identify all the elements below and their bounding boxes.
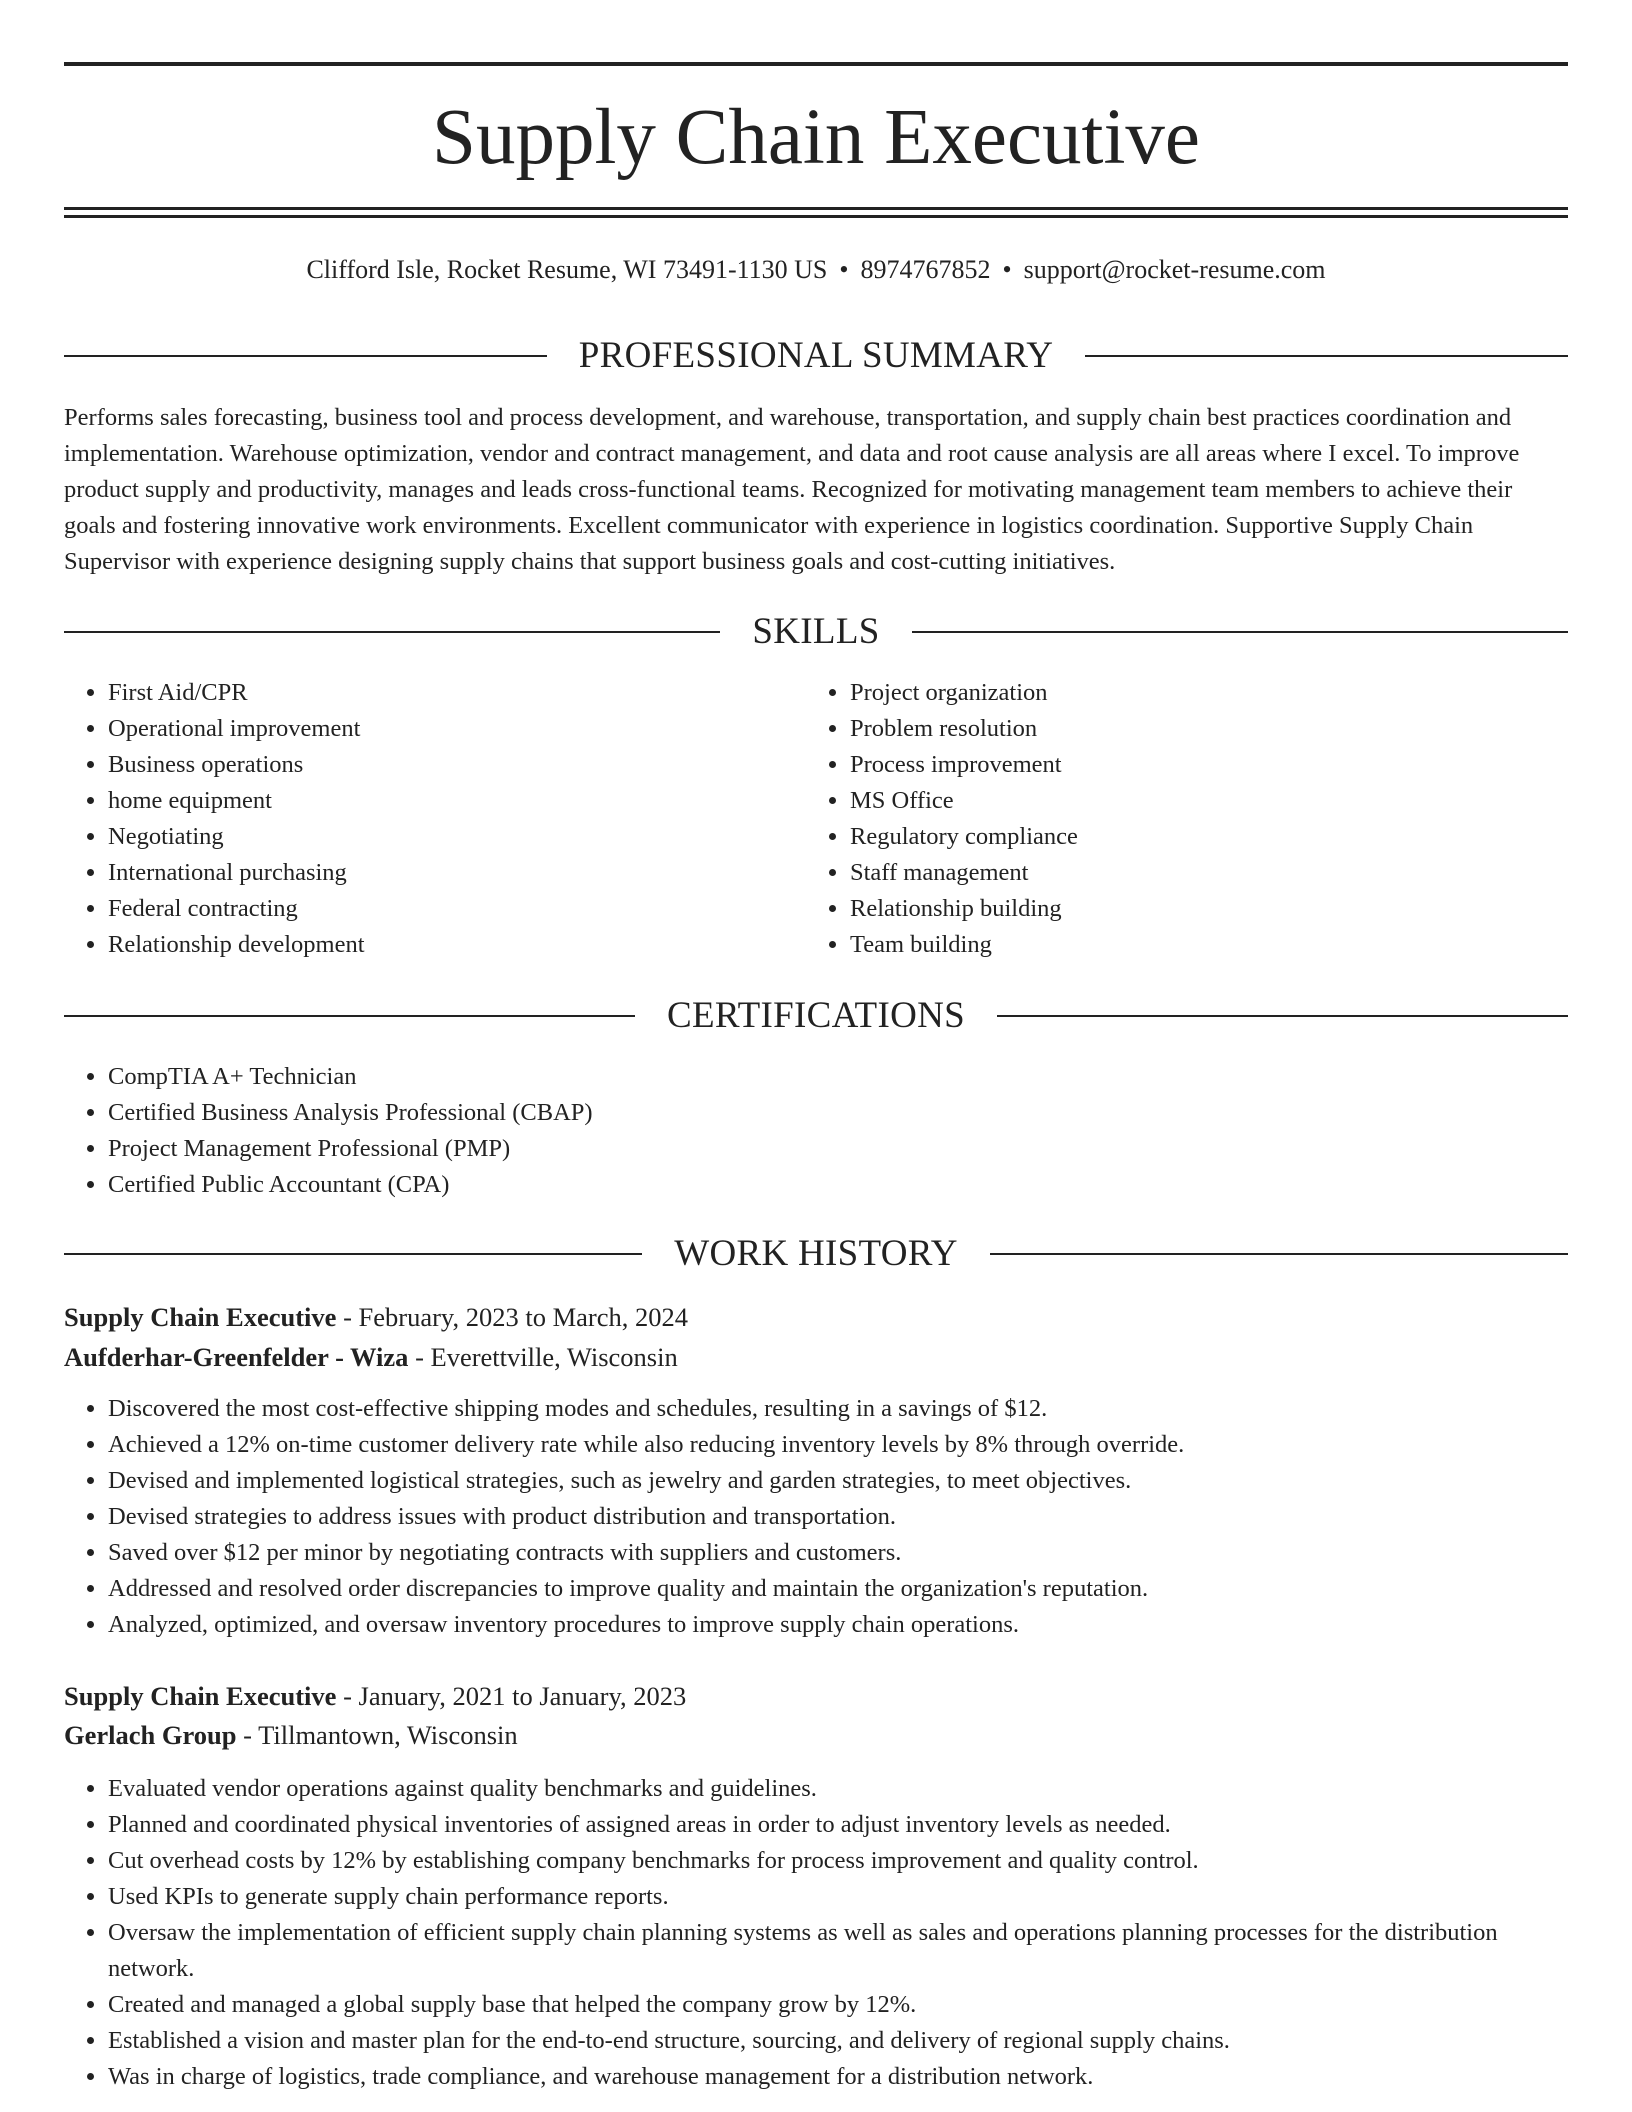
job-bullet: • Was in charge of logistics, trade compliance, and warehouse management for a distribution network.	[108, 2059, 1568, 2095]
heading-rule-left	[64, 355, 547, 357]
contact-line	[64, 252, 1568, 288]
candidate-title: Supply Chain Executive	[432, 94, 1200, 181]
skills-heading	[64, 612, 1568, 652]
top-rule	[64, 62, 1568, 66]
certifications-title: CERTIFICATIONS	[667, 995, 965, 1036]
job-company-line	[64, 1716, 518, 1754]
summary-title: PROFESSIONAL SUMMARY	[578, 335, 1054, 376]
title-rule-lower	[64, 215, 1568, 218]
certifications-list	[64, 1059, 1568, 1203]
title-rule-upper	[64, 207, 1568, 210]
heading-rule-left	[64, 1015, 635, 1017]
job-bullet: • Cut overhead costs by 12% by establishing company benchmarks for process improvement and quality control.	[108, 1843, 1568, 1879]
job-role: Supply Chain Executive	[64, 1302, 337, 1332]
skills-title: SKILLS	[752, 611, 880, 652]
job-bullet: • Achieved a 12% on-time customer delivery rate while also reducing inventory levels by 8% through override.	[108, 1427, 1568, 1463]
job-company: Aufderhar-Greenfelder - Wiza	[64, 1342, 409, 1372]
work-history-heading	[64, 1234, 1568, 1274]
job-bullet: • Addressed and resolved order discrepancies to improve quality and maintain the organization's reputation.	[108, 1571, 1568, 1607]
skill-item: • Process improvement	[850, 747, 1550, 783]
job-bullet: • Devised strategies to address issues with product distribution and transportation.	[108, 1499, 1568, 1535]
skill-item: • Regulatory compliance	[850, 819, 1550, 855]
certification-item: • Certified Public Accountant (CPA)	[108, 1167, 1568, 1203]
job-bullet: • Analyzed, optimized, and oversaw inventory procedures to improve supply chain operations.	[108, 1607, 1568, 1643]
job-bullet: • Established a vision and master plan for the end-to-end structure, sourcing, and delivery of regional supply chains.	[108, 2023, 1568, 2059]
job-bullet: • Evaluated vendor operations against quality benchmarks and guidelines.	[108, 1771, 1568, 1807]
skill-item: • Relationship development	[108, 927, 808, 963]
certification-item: • Certified Business Analysis Professional (CBAP)	[108, 1095, 1568, 1131]
certification-item: • CompTIA A+ Technician	[108, 1059, 1568, 1095]
summary-text: Performs sales forecasting, business tool and process development, and warehouse, transportation, and supply chain best practices coordination and implementation. Warehouse optimization, vendor and contract management, and data and root cause analysis are all areas where I excel. To improve product supply and productivity, manages and leads cross-functional teams. Recognized for motivating management team members to achieve their goals and fostering innovative work environments. Excellent communicator with experience in logistics coordination. Supportive Supply Chain Supervisor with experience designing supply chains that support business goals and cost-cutting initiatives.	[64, 404, 1520, 575]
skill-item: • home equipment	[108, 783, 808, 819]
heading-rule-left	[64, 1253, 642, 1255]
heading-rule-right	[1085, 355, 1568, 357]
skill-item: • Team building	[850, 927, 1550, 963]
skill-item: • Negotiating	[108, 819, 808, 855]
skill-item: • Business operations	[108, 747, 808, 783]
job-role: Supply Chain Executive	[64, 1681, 337, 1711]
job-location: - Tillmantown, Wisconsin	[236, 1720, 518, 1750]
job-bullets	[64, 1391, 1568, 1643]
heading-rule-left	[64, 631, 720, 633]
skill-item: • Project organization	[850, 675, 1550, 711]
job-role-line	[64, 1298, 688, 1336]
skills-list-left	[64, 675, 808, 963]
skill-item: • International purchasing	[108, 855, 808, 891]
job-bullet: • Created and managed a global supply base that helped the company grow by 12%.	[108, 1987, 1568, 2023]
heading-rule-right	[912, 631, 1568, 633]
job-bullet: • Saved over $12 per minor by negotiating contracts with suppliers and customers.	[108, 1535, 1568, 1571]
job-dates: - January, 2021 to January, 2023	[336, 1681, 687, 1711]
heading-rule-right	[990, 1253, 1568, 1255]
job-bullet: • Devised and implemented logistical strategies, such as jewelry and garden strategies, to meet objectives.	[108, 1463, 1568, 1499]
job-role-line	[64, 1677, 686, 1715]
job-company-line	[64, 1338, 678, 1376]
skill-item: • Relationship building	[850, 891, 1550, 927]
job-bullet: • Planned and coordinated physical inventories of assigned areas in order to adjust inventory levels as needed.	[108, 1807, 1568, 1843]
skill-item: • Staff management	[850, 855, 1550, 891]
skill-item: • Federal contracting	[108, 891, 808, 927]
job-dates: - February, 2023 to March, 2024	[336, 1302, 688, 1332]
certification-item: • Project Management Professional (PMP)	[108, 1131, 1568, 1167]
contact-email[interactable]: support@rocket-resume.com	[1023, 255, 1326, 284]
job-bullet: • Used KPIs to generate supply chain performance reports.	[108, 1879, 1568, 1915]
skill-item: • MS Office	[850, 783, 1550, 819]
contact-phone: 8974767852	[860, 255, 991, 284]
contact-address: Clifford Isle, Rocket Resume, WI 73491-1130 US	[306, 255, 828, 284]
job-bullet: • Discovered the most cost-effective shipping modes and schedules, resulting in a savings of $12.	[108, 1391, 1568, 1427]
separator-dot: •	[839, 255, 849, 284]
work-history-title: WORK HISTORY	[674, 1233, 958, 1274]
job-bullet: • Oversaw the implementation of efficient supply chain planning systems as well as sales and operations planning processes for the distribution network.	[108, 1915, 1568, 1987]
job-location: - Everettville, Wisconsin	[408, 1342, 678, 1372]
skill-item: • First Aid/CPR	[108, 675, 808, 711]
heading-rule-right	[997, 1015, 1568, 1017]
job-bullets	[64, 1771, 1568, 2095]
summary-heading	[64, 336, 1568, 376]
skill-item: • Operational improvement	[108, 711, 808, 747]
skills-list-right	[806, 675, 1550, 963]
certifications-heading	[64, 996, 1568, 1036]
skill-item: • Problem resolution	[850, 711, 1550, 747]
separator-dot: •	[1002, 255, 1012, 284]
job-company: Gerlach Group	[64, 1720, 237, 1750]
